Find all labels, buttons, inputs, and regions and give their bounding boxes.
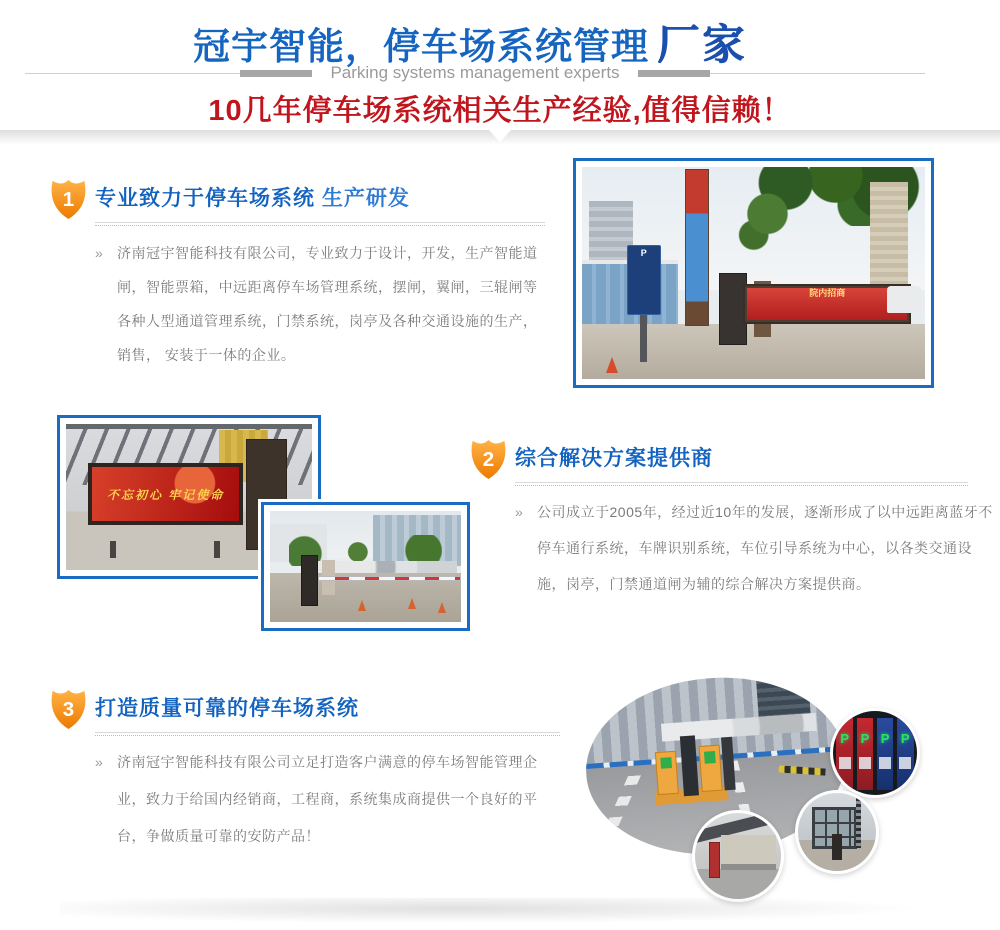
shield-badge-3-icon (48, 686, 89, 731)
cloud-yellow-kiosk (655, 751, 679, 795)
garage-red-kiosk (709, 842, 720, 878)
badge-2-number: 2 (482, 447, 495, 471)
section-3-title-wrap (95, 686, 560, 733)
blue-kiosk: P (897, 718, 914, 790)
header-divider-band (0, 130, 1000, 145)
photo-gate-entrance (573, 158, 934, 388)
divider-line-left (25, 73, 240, 74)
badge-3-number: 3 (62, 697, 75, 721)
red-kiosk: P (857, 718, 874, 790)
photo1-vertical-banner (685, 169, 709, 326)
circle-photo-garage-entrance (692, 810, 784, 902)
photoB-traffic-cone (438, 602, 446, 613)
booth-kiosk (832, 834, 841, 861)
bottom-shadow (60, 898, 940, 924)
circle-photo-payment-kiosks (830, 708, 920, 798)
section-2-title: 综合解决方案提供商 (515, 447, 713, 470)
section-1-title-suffix: 生产研发 (315, 187, 410, 210)
divider-bar-left (240, 70, 312, 77)
photo1-tree-mid (733, 184, 802, 269)
subtitle-en: Parking systems management experts (330, 63, 620, 82)
subtitle-row (25, 63, 925, 83)
parking-sign: P (627, 245, 661, 315)
red-kiosk: P (836, 718, 853, 790)
section-1-paragraph (95, 236, 550, 372)
photo1-suv (887, 286, 921, 314)
page-title-main: 冠宇智能，停车场系统管理 (192, 26, 649, 67)
shield-badge-2-icon (468, 436, 509, 481)
photo1-traffic-cone (606, 357, 618, 373)
divider-bar-right (638, 70, 710, 77)
section-2-body: 公司成立于2005年，经过近10年的发展，逐渐形成了以中远距离蓝牙不停车通行系统，车牌识别系统，车位引导系统为中心，以各类交通设施，岗亭，门禁通道闸为辅的综合解决方案提供商。 (537, 504, 993, 592)
section-3-header (48, 686, 560, 733)
photoB-barrier-arm (318, 576, 461, 581)
section-1-title: 专业致力于停车场系统 (95, 187, 315, 210)
divider-notch (489, 130, 511, 142)
double-arrow-icon: » (515, 504, 524, 520)
cloud-yellow-kiosk (699, 745, 723, 792)
photoB-traffic-cone (358, 600, 366, 611)
photo1-ad-banner: 院内招商 (747, 288, 907, 320)
photoB-traffic-cone (408, 598, 416, 609)
divider-line-right (710, 73, 925, 74)
photo1-ad-barrier (743, 284, 911, 324)
section-2-title-wrap (515, 436, 968, 483)
section-2-header (468, 436, 968, 483)
page-title-accent: 厂家 (656, 21, 747, 68)
photoA-red-banner: 不忘初心 牢记使命 (92, 467, 239, 520)
section-1-body: 济南冠宇智能科技有限公司，专业致力于设计，开发，生产智能道闸，智能票箱，中远距离停车场管理系统，摆闸，翼闸，三辊闸等各种人型通道管理系统，门禁系统，岗亭及各种交通设施的生产， 销售， 安装于一体的企业。 (117, 245, 538, 363)
photoB-ticket-kiosk (301, 555, 318, 606)
photo-cloud-composite (580, 668, 952, 916)
section-1-header (48, 176, 545, 223)
photoA-leg (110, 541, 116, 559)
double-arrow-icon: » (95, 245, 104, 261)
section-1-title-wrap (95, 176, 545, 223)
section-3-paragraph (95, 744, 557, 855)
photoA-ad-lightbox (88, 463, 243, 524)
shield-badge-1-icon (48, 176, 89, 221)
section-3-title: 打造质量可靠的停车场系统 (95, 697, 359, 720)
photo1-sign-pole (640, 315, 647, 362)
photo-outdoor-barrier (261, 502, 470, 631)
badge-1-number: 1 (62, 187, 75, 211)
blue-kiosk: P (877, 718, 894, 790)
double-arrow-icon: » (95, 754, 104, 770)
garage-wall (721, 835, 776, 869)
photo1-building-right (870, 182, 908, 288)
section-3-body: 济南冠宇智能科技有限公司立足打造客户满意的停车场智能管理企业，致力于给国内经销商，工程商，系统集成商提供一个良好的平台，争做质量可靠的安防产品！ (117, 754, 538, 844)
photoA-leg (214, 541, 220, 559)
section-2-paragraph (515, 494, 993, 602)
circle-photo-guard-booth (795, 790, 879, 874)
booth-ladder (856, 798, 861, 848)
tagline: 10几年停车场系统相关生产经验,值得信赖！ (208, 95, 792, 127)
